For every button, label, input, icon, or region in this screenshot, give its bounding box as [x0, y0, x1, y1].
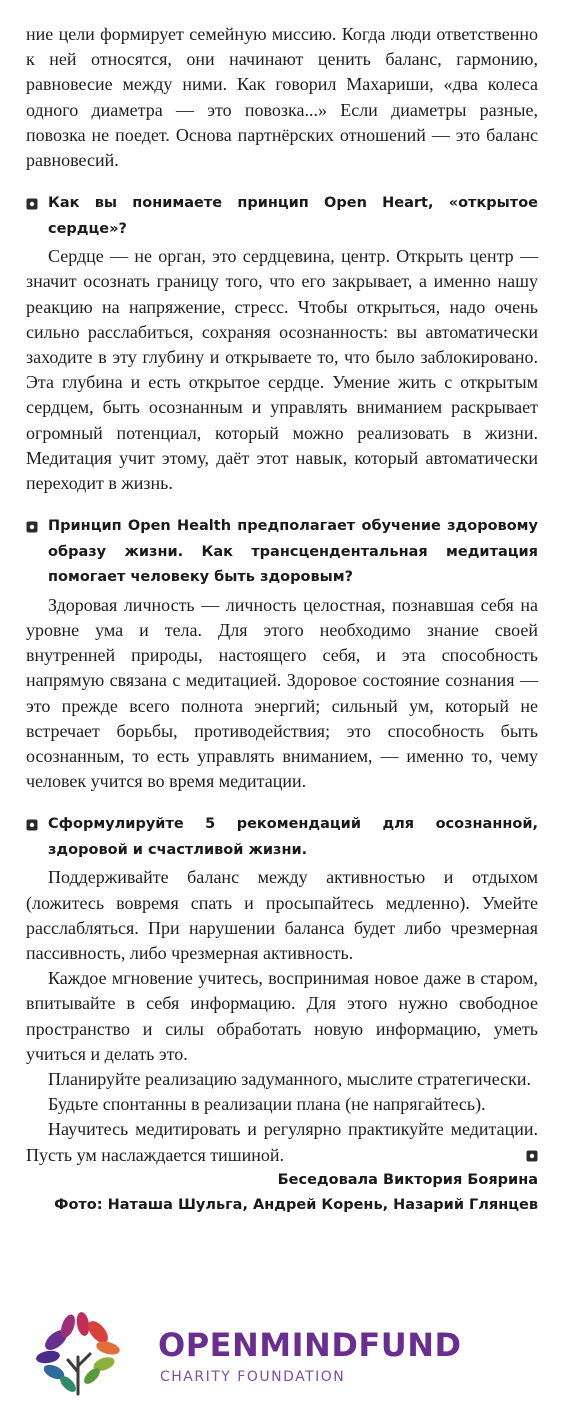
answer-paragraph: Планируйте реализацию задуманного, мыслите стратегически.	[48, 1069, 532, 1089]
answer-paragraph: Каждое мгновение учитесь, воспринимая новое даже в старом, впитывайте в себя информацию. Для этого нужно свободное пространство и силы обработать новую информацию, уметь учиться и делать это.	[26, 968, 538, 1064]
intro-paragraph: ние цели формирует семейную миссию. Когда люди ответственно к ней относятся, они начинают ценить баланс, гармонию, равновесие между ними. Как говорил Махариши, «два колеса одного диаметра — это повозка...» Если диаметры разные, повозка не поедет. Основа партнёрских отношений — это баланс равновесий.	[26, 24, 538, 171]
question-3: Сформулируйте 5 рекомендаций для осознанной, здоровой и счастливой жизни.	[26, 812, 538, 863]
answer-paragraph: Здоровая личность — личность целостная, познавшая себя на уровне ума и тела. Для этого необходимо знание своей внутренней природы, настоящего себя, и эта способность напрямую связана с медитацией. Здоровое состояние сознания — это прежде всего полнота энергий; сильный ум, который не встречает борьбы, противодействия; это способность быть осознанным, то есть управлять вниманием, — именно то, чему человек учится во время медитации.	[26, 594, 538, 792]
photo-credit: Фото: Наташа Шульга, Андрей Корень, Назарий Глянцев	[54, 1196, 538, 1213]
question-2: Принцип Open Health предполагает обучение здоровому образу жизни. Как трансцендентальная медитация помогает человеку быть здоровым?	[26, 514, 538, 591]
question-1: Как вы понимаете принцип Open Heart, «открытое сердце»?	[26, 191, 538, 242]
end-marker-icon	[526, 1150, 538, 1162]
answer-paragraph: Будьте спонтанны в реализации плана (не напрягайтесь).	[48, 1094, 486, 1115]
interviewer-credit: Беседовала Виктория Боярина	[277, 1171, 538, 1188]
answer-paragraph: Сердце — не орган, это сердцевина, центр. Открыть центр — значит осознать границу того, что его закрывает, а именно нашу реакцию на напряжение, стресс. Чтобы открыться, надо очень сильно расслабиться, сохраняя осознанность: вы автоматически заходите в эту глубину и открываете то, что было заблокировано. Эта глубина и есть открытое сердце. Умение жить с открытым сердцем, быть осознанным и управлять вниманием раскрывает огромный потенциал, который можно реализовать в жизни. Медитация учит этому, даёт этот навык, который автоматически переходит в жизнь.	[26, 246, 538, 494]
answer-paragraph: Поддерживайте баланс между активностью и отдыхом (ложитесь вовремя спать и просыпайтесь медленно). Умейте расслабляться. При нарушении баланса будет либо чрезмерная пассивность, либо чрезмерная активность.	[26, 867, 538, 963]
openmindfund-logo	[28, 1302, 548, 1402]
question-marker-icon	[26, 819, 38, 831]
question-marker-icon	[26, 521, 38, 533]
heart-tree-logo-icon	[28, 1302, 128, 1402]
answer-paragraph-last: Научитесь медитировать и регулярно практикуйте медитации. Пусть ум наслаждается тишиной.	[26, 1119, 538, 1165]
question-marker-icon	[26, 198, 38, 210]
article	[26, 22, 538, 1218]
logo-name: OPENMINDFUND	[158, 1326, 462, 1364]
logo-subtitle: CHARITY FOUNDATION	[160, 1369, 346, 1385]
